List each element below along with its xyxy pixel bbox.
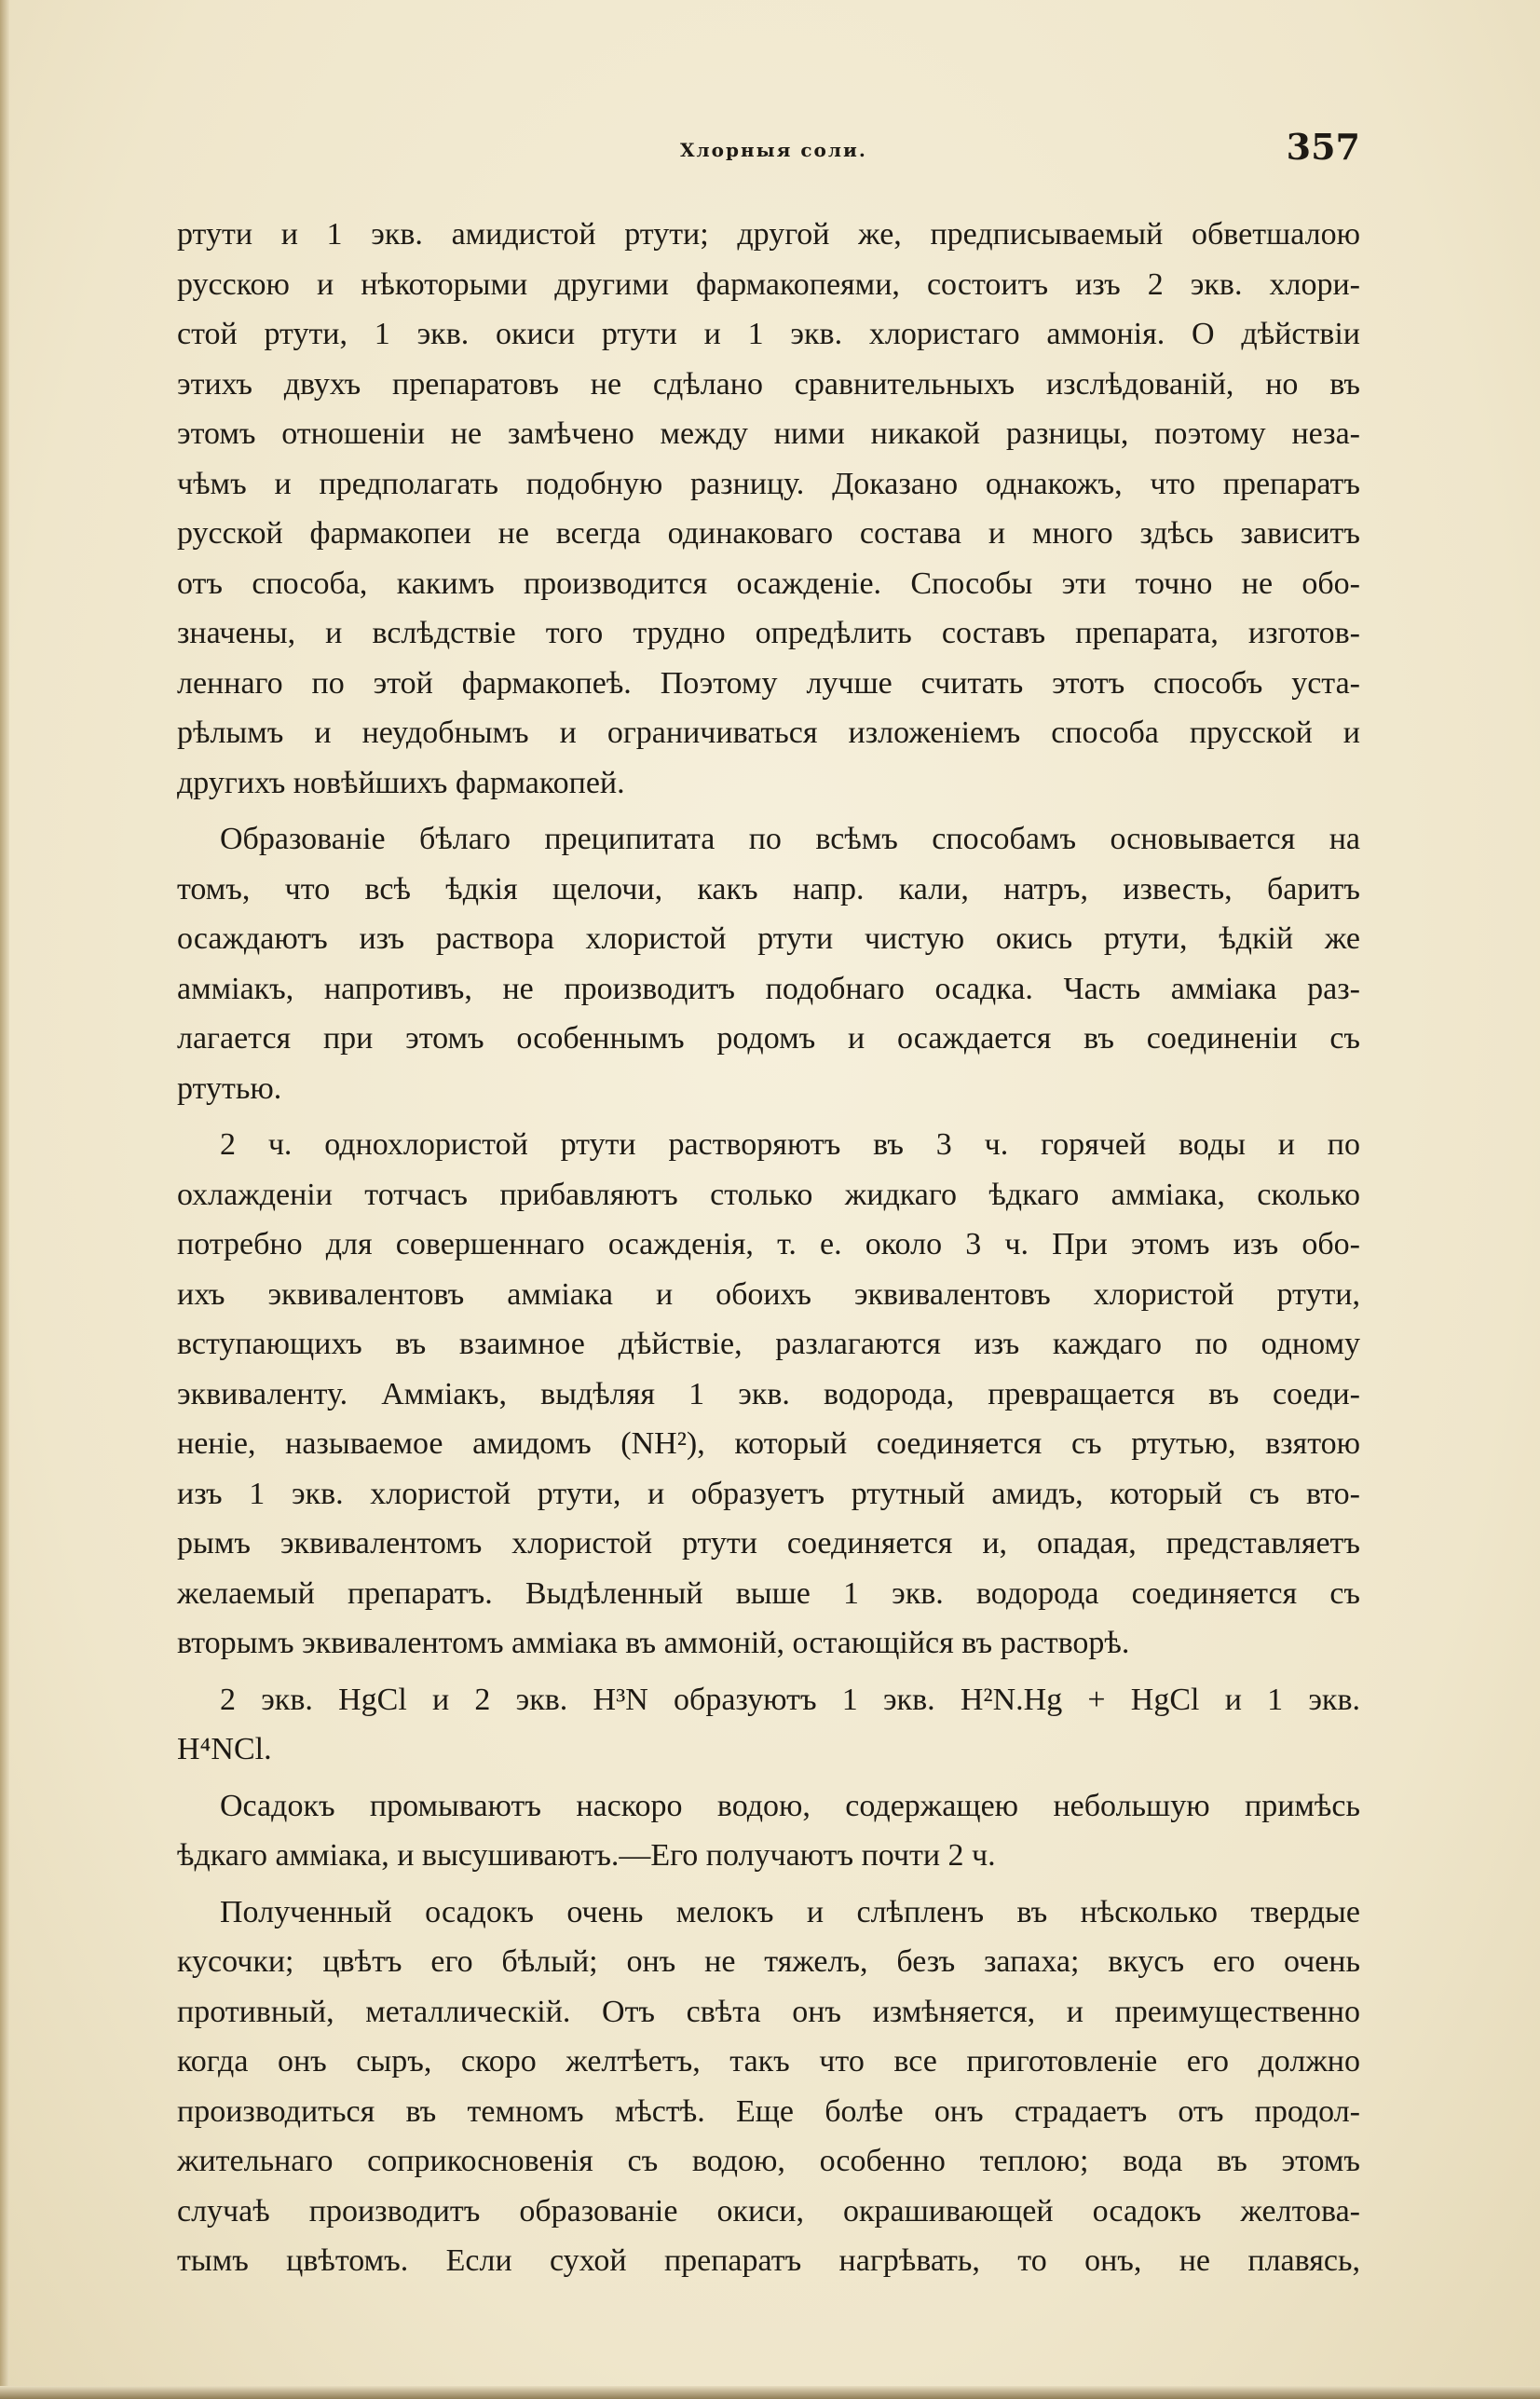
page-number: 357 [1286, 126, 1360, 168]
text-line: ихъ эквивалентовъ амміака и обоихъ эквивалентовъ хлористой ртути, [177, 1276, 1360, 1312]
text-line: русскою и нѣкоторыми другими фармакопеями, состоитъ изъ 2 экв. хлори- [177, 266, 1360, 302]
text-line: 2 ч. однохлористой ртути растворяютъ въ 3 ч. горячей воды и по [220, 1127, 1360, 1162]
text-line: томъ, что всѣ ѣдкія щелочи, какъ напр. кали, натръ, известь, баритъ [177, 871, 1360, 906]
text-line: тымъ цвѣтомъ. Если сухой препаратъ нагрѣвать, то онъ, не плавясь, [177, 2243, 1360, 2278]
page-header [177, 126, 1360, 182]
text-line: эквиваленту. Амміакъ, выдѣляя 1 экв. водорода, превращается въ соеди- [177, 1376, 1360, 1411]
text-line: охлажденіи тотчасъ прибавляютъ столько жидкаго ѣдкаго амміака, сколько [177, 1177, 1360, 1212]
text-line: этихъ двухъ препаратовъ не сдѣлано сравнительныхъ изслѣдованій, но въ [177, 366, 1360, 402]
text-line: производиться въ темномъ мѣстѣ. Еще болѣе онъ страдаетъ отъ продол- [177, 2093, 1360, 2129]
paragraph [177, 1781, 1360, 1881]
text-line: ртутью. [177, 1070, 282, 1106]
text-line: Осадокъ промываютъ наскоро водою, содержащею небольшую примѣсь [220, 1788, 1360, 1823]
text-line: противный, металлическій. Отъ свѣта онъ измѣняется, и преимущественно [177, 1994, 1360, 2029]
text-line: изъ 1 экв. хлористой ртути, и образуетъ ртутный амидъ, который съ вто- [177, 1476, 1360, 1511]
text-line: другихъ новѣйшихъ фармакопей. [177, 765, 625, 800]
text-line: Образованіе бѣлаго преципитата по всѣмъ способамъ основывается на [220, 822, 1360, 856]
text-line: случаѣ производитъ образованіе окиси, окрашивающей осадокъ желтова- [177, 2193, 1360, 2229]
paragraph [177, 814, 1360, 1113]
text-line: этомъ отношеніи не замѣчено между ними никакой разницы, поэтому неза- [177, 416, 1360, 451]
running-title: Хлорныя соли. [680, 139, 867, 161]
text-line: Полученный осадокъ очень мелокъ и слѣпленъ въ нѣсколько твердые [220, 1894, 1360, 1929]
text-line: кусочки; цвѣтъ его бѣлый; онъ не тяжелъ, безъ запаха; вкусъ его очень [177, 1944, 1360, 1979]
text-line: русской фармакопеи не всегда одинаковаго состава и много здѣсь зависитъ [177, 516, 1360, 551]
text-line: лагается при этомъ особеннымъ родомъ и осаждается въ соединеніи съ [177, 1021, 1360, 1056]
text-line: H⁴NCl. [177, 1732, 272, 1766]
text-line: леннаго по этой фармакопеѣ. Поэтому лучше считать этотъ способъ уста- [177, 665, 1360, 701]
paragraph [177, 1888, 1360, 2286]
text-line: потребно для совершеннаго осажденія, т. е. около 3 ч. При этомъ изъ обо- [177, 1227, 1360, 1261]
text-line: жительнаго соприкосновенія съ водою, особенно теплою; вода въ этомъ [177, 2144, 1360, 2178]
text-line: вторымъ эквивалентомъ амміака въ аммоній, остающійся въ растворѣ. [177, 1626, 1130, 1660]
page-bottom-edge [0, 2386, 1540, 2399]
text-line: когда онъ сыръ, скоро желтѣетъ, такъ что все приготовленіе его должно [177, 2044, 1360, 2079]
text-line: чѣмъ и предполагать подобную разницу. Доказано однакожъ, что препаратъ [177, 466, 1360, 501]
text-line: значены, и вслѣдствіе того трудно опредѣлить составъ препарата, изготов- [177, 616, 1360, 650]
text-line: вступающихъ въ взаимное дѣйствіе, разлагаются изъ каждаго по одному [177, 1327, 1360, 1361]
text-line: 2 экв. HgCl и 2 экв. H³N образуютъ 1 экв. H²N.Hg + HgCl и 1 экв. [220, 1682, 1360, 1717]
text-line: амміакъ, напротивъ, не производитъ подобнаго осадка. Часть амміака раз- [177, 971, 1360, 1006]
text-line: желаемый препаратъ. Выдѣленный выше 1 экв. водорода соединяется съ [177, 1575, 1360, 1611]
text-line: неніе, называемое амидомъ (NH²), который соединяется съ ртутью, взятою [177, 1426, 1360, 1461]
text-line: рымъ эквивалентомъ хлористой ртути соединяется и, опадая, представляетъ [177, 1526, 1360, 1561]
text-line: ѣдкаго амміака, и высушиваютъ.—Его получаютъ почти 2 ч. [177, 1838, 996, 1873]
chemical-equation [177, 1675, 1360, 1775]
text-line: рѣлымъ и неудобнымъ и ограничиваться изложеніемъ способа прусской и [177, 716, 1360, 750]
text-line: стой ртути, 1 экв. окиси ртути и 1 экв. хлористаго аммонія. О дѣйствіи [177, 317, 1360, 351]
page-binding-edge [0, 0, 9, 2399]
text-line: отъ способа, какимъ производится осажденіе. Способы эти точно не обо- [177, 566, 1360, 601]
paragraph [177, 1120, 1360, 1669]
text-line: ртути и 1 экв. амидистой ртути; другой же, предписываемый обветшалою [177, 217, 1360, 252]
text-line: осаждаютъ изъ раствора хлористой ртути чистую окись ртути, ѣдкій же [177, 921, 1360, 956]
body-text [177, 210, 1360, 2293]
paragraph [177, 210, 1360, 808]
